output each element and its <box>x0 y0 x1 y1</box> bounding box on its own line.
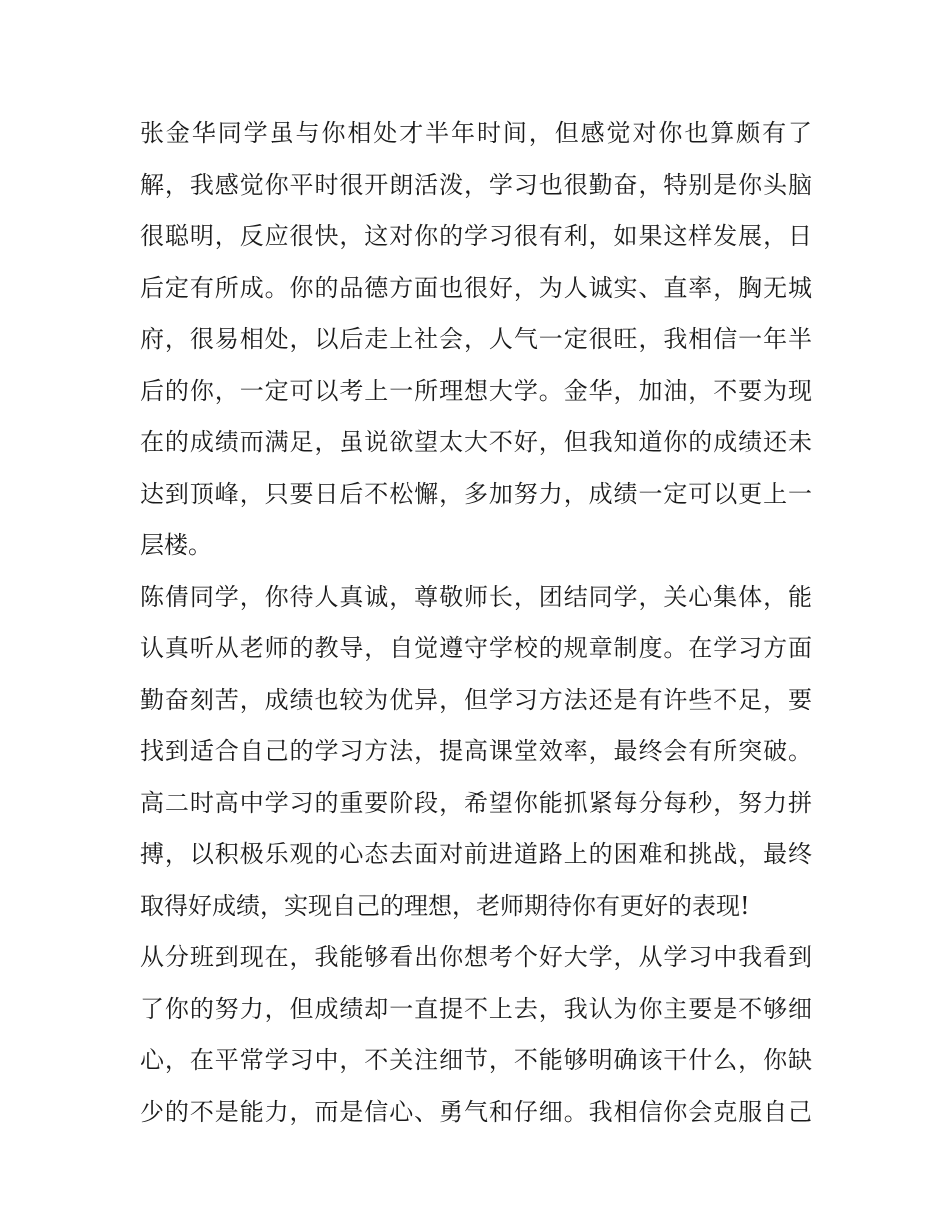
text-line: 搏，以积极乐观的心态去面对前进道路上的困难和挑战，最终 <box>140 840 812 868</box>
text-line: 解，我感觉你平时很开朗活泼，学习也很勤奋，特别是你头脑 <box>140 170 812 199</box>
text-line: 在的成绩而满足，虽说欲望太大不好，但我知道你的成绩还未 <box>140 428 812 456</box>
text-line: 取得好成绩，实现自己的理想，老师期待你有更好的表现! <box>140 891 750 920</box>
text-line: 层楼。 <box>140 531 212 559</box>
text-line: 府，很易相处，以后走上社会，人气一定很旺，我相信一年半 <box>140 325 812 353</box>
text-line: 达到顶峰，只要日后不松懈，多加努力，成绩一定可以更上一 <box>140 479 812 508</box>
text-line: 后定有所成。你的品德方面也很好，为人诚实、直率，胸无城 <box>140 273 812 302</box>
text-line: 张金华同学虽与你相处才半年时间，但感觉对你也算颇有了 <box>140 119 812 147</box>
text-line: 了你的努力，但成绩却一直提不上去，我认为你主要是不够细 <box>140 994 812 1023</box>
text-line: 找到适合自己的学习方法，提高课堂效率，最终会有所突破。 <box>140 737 812 765</box>
text-line: 认真听从老师的教导，自觉遵守学校的规章制度。在学习方面 <box>140 634 812 662</box>
text-line: 少的不是能力，而是信心、勇气和仔细。我相信你会克服自己 <box>140 1097 812 1126</box>
paragraph-zhang-jinhua <box>140 108 812 572</box>
text-line: 很聪明，反应很快，这对你的学习很有利，如果这样发展，日 <box>140 222 812 250</box>
paragraph-chen-qian <box>140 572 812 933</box>
document-body <box>140 108 812 1138</box>
text-line: 陈倩同学，你待人真诚，尊敬师长，团结同学，关心集体，能 <box>140 582 812 611</box>
text-line: 从分班到现在，我能够看出你想考个好大学，从学习中我看到 <box>140 943 812 971</box>
text-line: 高二时高中学习的重要阶段，希望你能抓紧每分每秒，努力拼 <box>140 788 812 817</box>
text-line: 后的你，一定可以考上一所理想大学。金华，加油，不要为现 <box>140 376 812 405</box>
text-line: 勤奋刻苦，成绩也较为优异，但学习方法还是有许些不足，要 <box>140 685 812 714</box>
text-line: 心，在平常学习中，不关注细节，不能够明确该干什么，你缺 <box>140 1046 812 1074</box>
paragraph-third-student <box>140 932 812 1138</box>
